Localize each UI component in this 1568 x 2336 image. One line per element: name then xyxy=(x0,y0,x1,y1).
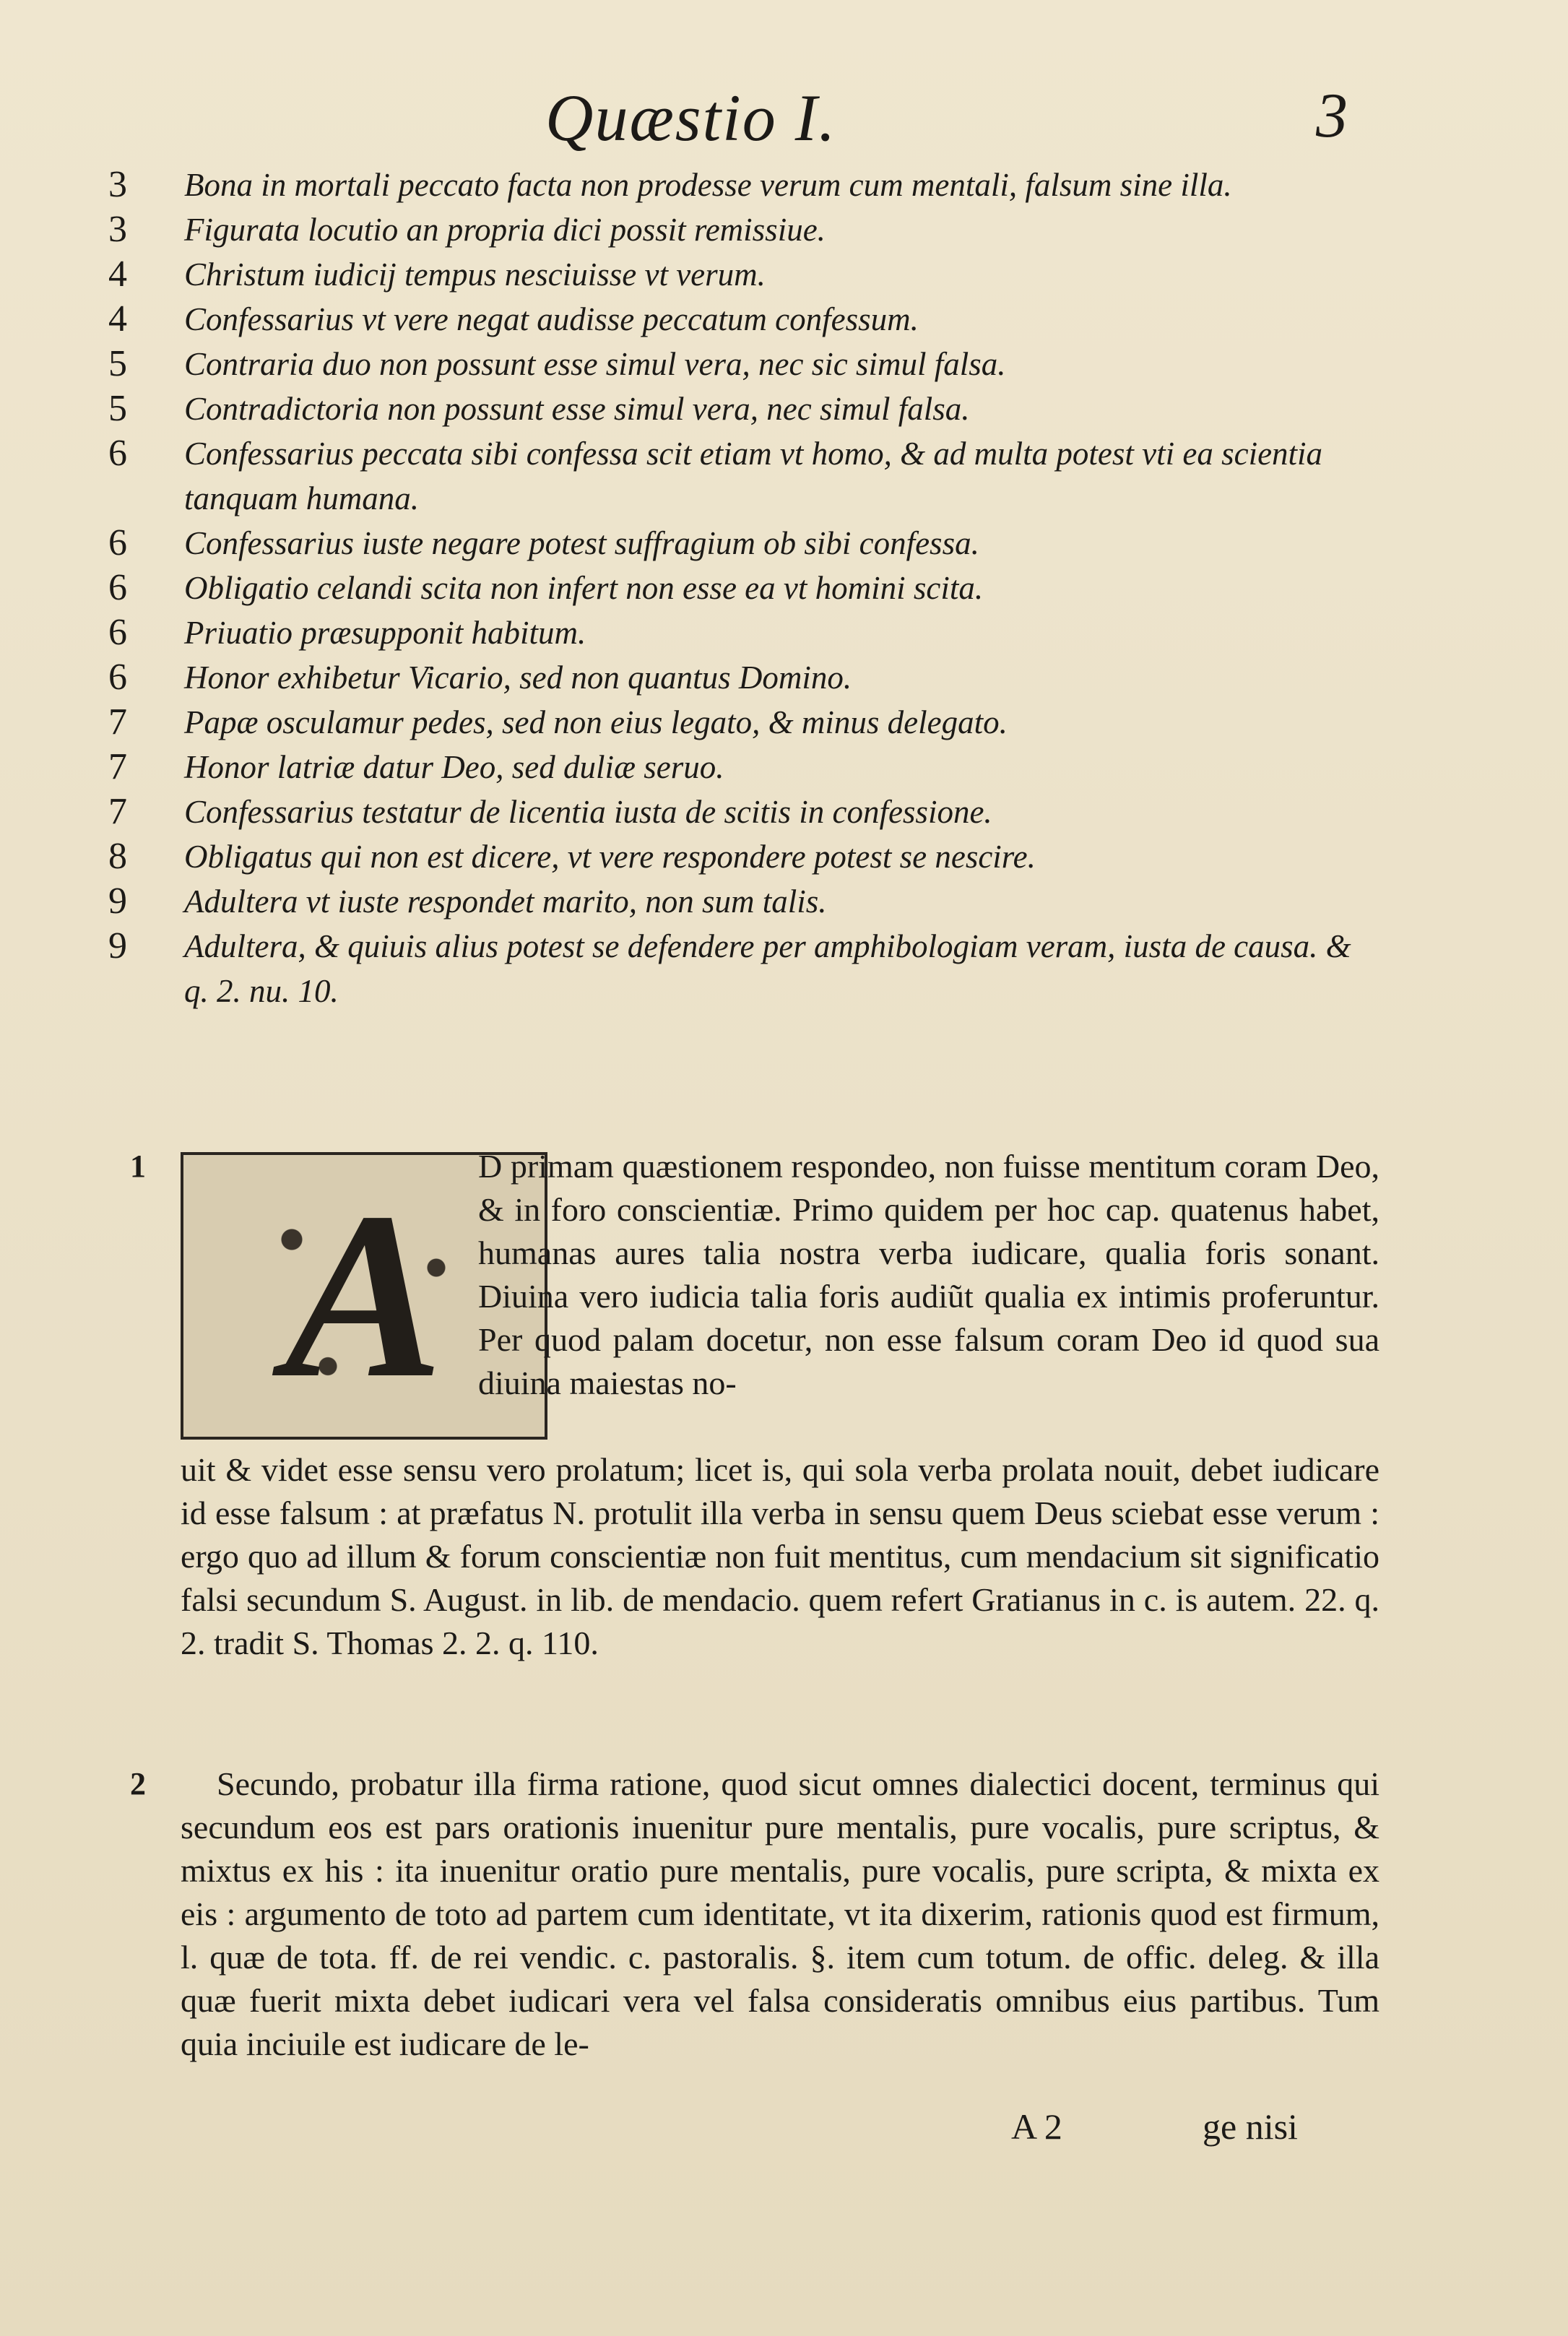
summary-text: Honor exhibetur Vicario, sed non quantus Domino. xyxy=(184,659,852,696)
summary-number: 3 xyxy=(108,164,127,205)
summary-item xyxy=(108,431,1379,521)
summary-text: Adultera vt iuste respondet marito, non sum talis. xyxy=(184,883,827,920)
summary-text: Bona in mortali peccato facta non prodesse verum cum mentali, falsum sine illa. xyxy=(184,167,1232,203)
summary-number: 3 xyxy=(108,209,127,250)
summary-item xyxy=(108,745,1379,790)
summary-text: Confessarius iuste negare potest suffragium ob sibi confessa. xyxy=(184,525,979,561)
summary-item xyxy=(108,834,1379,879)
summary-item xyxy=(108,342,1379,386)
summary-item xyxy=(108,207,1379,252)
summary-item xyxy=(108,924,1379,1013)
summary-number: 4 xyxy=(108,298,127,339)
summary-item xyxy=(108,163,1379,207)
summary-item xyxy=(108,252,1379,297)
summary-number: 9 xyxy=(108,925,127,966)
summary-item xyxy=(108,610,1379,655)
summary-number: 8 xyxy=(108,836,127,877)
summary-item xyxy=(108,297,1379,342)
summary-number: 7 xyxy=(108,701,127,743)
catchword: ge nisi xyxy=(1203,2106,1298,2147)
summary-number: 5 xyxy=(108,343,127,384)
summary-text: Papæ osculamur pedes, sed non eius legato, & minus delegato. xyxy=(184,704,1008,740)
page-header xyxy=(0,79,1568,159)
summary-text: Figurata locutio an propria dici possit remissiue. xyxy=(184,212,826,248)
summary-text: Honor latriæ datur Deo, sed duliæ seruo. xyxy=(184,749,724,785)
summary-number: 5 xyxy=(108,388,127,429)
paragraph-1-lead: D primam quæstionem respondeo, non fuisse mentitum coram Deo, & in foro conscientiæ. Primo quidem per hoc cap. quatenus habet, humanas aures talia nostra verba iudicare, qualia foris sonant. Diuina vero iudicia talia foris audiũt qualia ex intimis proferuntur. Per quod palam docetur, non esse falsum coram Deo id quod sua diuina maiestas no- xyxy=(478,1148,1379,1401)
running-title: Quæstio I. xyxy=(545,81,837,155)
summary-text: Confessarius testatur de licentia iusta de scitis in confessione. xyxy=(184,794,992,830)
summary-number: 6 xyxy=(108,433,127,474)
summary-text: Confessarius vt vere negat audisse peccatum confessum. xyxy=(184,301,919,337)
summary-item xyxy=(108,700,1379,745)
summary-list xyxy=(108,163,1379,1013)
summary-text: Obligatus qui non est dicere, vt vere respondere potest se nescire. xyxy=(184,839,1036,875)
summary-number: 6 xyxy=(108,522,127,563)
initial-letter: A xyxy=(284,1164,444,1427)
summary-text: Confessarius peccata sibi confessa scit etiam vt homo, & ad multa potest vti ea scientia tanquam humana. xyxy=(184,436,1323,516)
page-number: 3 xyxy=(1316,81,1348,151)
summary-item xyxy=(108,879,1379,924)
summary-number: 7 xyxy=(108,746,127,787)
paragraph-1-rest: uit & videt esse sensu vero prolatum; licet is, qui sola verba prolata nouit, debet iudicare id esse falsum : at præfatus N. protulit illa verba in sensu quem Deus sciebat esse verum : ergo quo ad illum & forum conscientiæ non fuit mentitus, cum mendacium sit significatio falsi secundum S. August. in lib. de mendacio. quem refert Gratianus in c. is autem. 22. q. 2. tradit S. Thomas 2. 2. q. 110. xyxy=(181,1451,1379,1661)
margin-number: 1 xyxy=(130,1148,146,1184)
summary-number: 9 xyxy=(108,881,127,922)
summary-number: 6 xyxy=(108,567,127,608)
summary-text: Adultera, & quiuis alius potest se defendere per amphibologiam veram, iusta de causa. & q. 2. nu. 10. xyxy=(184,928,1351,1009)
paragraph-2 xyxy=(181,1762,1379,2066)
summary-number: 7 xyxy=(108,791,127,832)
summary-number: 6 xyxy=(108,612,127,653)
margin-number: 2 xyxy=(130,1766,146,1801)
summary-item xyxy=(108,521,1379,566)
summary-number: 4 xyxy=(108,254,127,295)
summary-text: Contraria duo non possunt esse simul vera, nec sic simul falsa. xyxy=(184,346,1006,382)
summary-number: 6 xyxy=(108,657,127,698)
page-footer xyxy=(0,2106,1568,2163)
summary-item xyxy=(108,566,1379,610)
summary-text: Obligatio celandi scita non infert non esse ea vt homini scita. xyxy=(184,570,984,606)
signature-mark: A 2 xyxy=(1011,2106,1062,2147)
summary-item xyxy=(108,655,1379,700)
summary-item xyxy=(108,790,1379,834)
summary-text: Christum iudicij tempus nesciuisse vt verum. xyxy=(184,256,766,293)
summary-text: Contradictoria non possunt esse simul vera, nec simul falsa. xyxy=(184,391,970,427)
summary-text: Priuatio præsupponit habitum. xyxy=(184,615,586,651)
paragraph-2-text: Secundo, probatur illa firma ratione, quod sicut omnes dialectici docent, terminus qui secundum eos est pars orationis inuenitur pure mentalis, pure vocalis, pure scriptus, & mixtus ex his : ita inuenitur oratio pure mentalis, pure vocalis, pure scripta, & mixta ex eis : argumento de toto ad partem cum identitate, vt ita dixerim, rationis quod est firmum, l. quæ de tota. ff. de rei vendic. c. pastoralis. §. item cum totum. de offic. deleg. & illa quæ fuerit mixta debet iudicari vera vel falsa consideratis omnibus eius partibus. Tum quia inciuile est iudicare de le- xyxy=(181,1765,1379,2062)
summary-item xyxy=(108,386,1379,431)
